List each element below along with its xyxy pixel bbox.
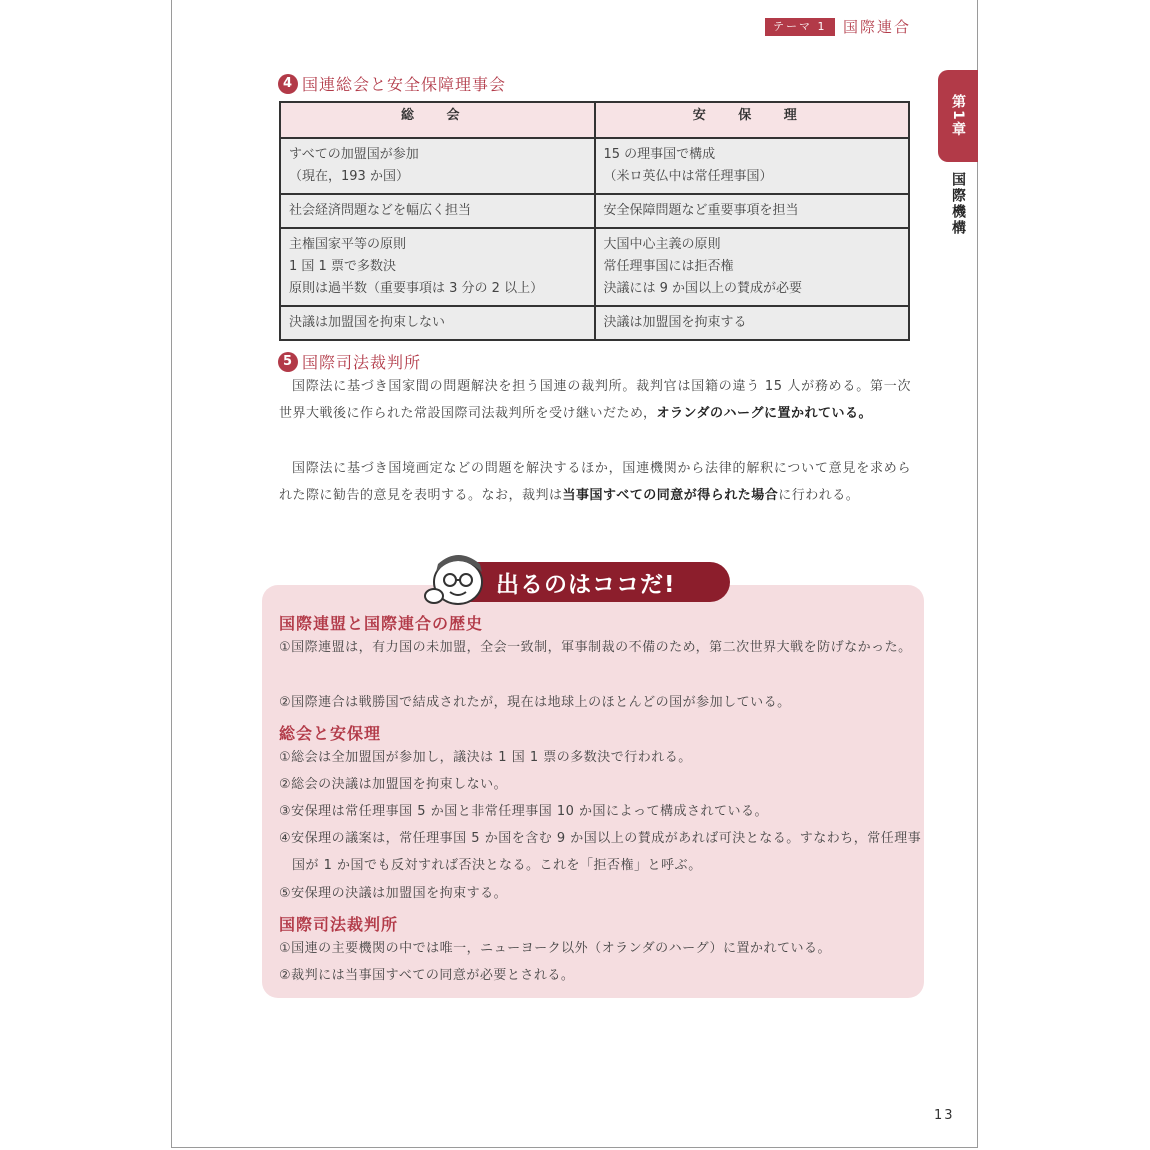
comparison-table — [279, 101, 910, 341]
list-item: ⑤安保理の決議は加盟国を拘束する。 — [279, 886, 508, 901]
subheading-history: 国際連盟と国際連合の歴史 — [279, 614, 484, 633]
list-item: ③安保理は常任理事国 5 か国と非常任理事国 10 か国によって構成されている。 — [279, 804, 768, 819]
list-item: ①国際連盟は，有力国の未加盟，全会一致制，軍事制裁の不備のため，第二次世界大戦を防げなかった。 — [279, 640, 912, 655]
table-row: 決議は加盟国を拘束しない 決議は加盟国を拘束する — [280, 306, 909, 340]
icj-paragraph-2: 国際法に基づき国境画定などの問題を解決するほか，国連機関から法律的解釈について意見を求められた際に勧告的意見を表明する。なお，裁判は当事国すべての同意が得られた場合に行われる。 — [279, 461, 911, 503]
table-header-general-assembly: 総 会 — [280, 102, 595, 138]
subheading-icj: 国際司法裁判所 — [279, 915, 399, 934]
key-points-banner: 出るのはココだ! — [468, 562, 730, 602]
table-row: 社会経済問題などを幅広く担当 安全保障問題など重要事項を担当 — [280, 194, 909, 228]
chapter-name: 国際機構 — [950, 172, 966, 236]
list-item: ①国連の主要機関の中では唯一，ニューヨーク以外（オランダのハーグ）に置かれている。 — [279, 941, 832, 956]
section-number-badge: 4 — [278, 74, 298, 94]
list-item: ②国際連合は戦勝国で結成されたが，現在は地球上のほとんどの国が参加している。 — [279, 695, 791, 710]
chapter-tab: 第1章 — [938, 70, 978, 162]
section-number-badge: 5 — [278, 352, 298, 372]
theme-title: 国際連合 — [843, 18, 912, 36]
table-row: 主権国家平等の原則 1 国 1 票で多数決 原則は過半数（重要事項は 3 分の 2 以上） 大国中心主義の原則 常任理事国には拒否権 決議には 9 か国以上の賛成が必要 — [280, 228, 909, 306]
section-4-heading — [278, 72, 506, 95]
section-title: 国際司法裁判所 — [302, 353, 422, 372]
section-title: 国連総会と安全保障理事会 — [302, 75, 507, 94]
list-item: ②裁判には当事国すべての同意が必要とされる。 — [279, 968, 575, 983]
table-row: すべての加盟国が参加 （現在，193 か国） 15 の理事国で構成 （米ロ英仏中は常任理事国） — [280, 138, 909, 194]
section-5-heading — [278, 350, 421, 373]
theme-tag: テーマ 1 — [765, 18, 835, 36]
subheading-assembly-council: 総会と安保理 — [279, 724, 382, 743]
list-item: ①総会は全加盟国が参加し，議決は 1 国 1 票の多数決で行われる。 — [279, 750, 692, 765]
icj-paragraph-1: 国際法に基づき国家間の問題解決を担う国連の裁判所。裁判官は国籍の違う 15 人が務める。第一次世界大戦後に作られた常設国際司法裁判所を受け継いだため，オランダのハーグに置かれている。 — [279, 379, 911, 421]
page-number: 13 — [934, 1108, 955, 1123]
table-header-security-council: 安 保 理 — [595, 102, 910, 138]
list-item: ②総会の決議は加盟国を拘束しない。 — [279, 777, 508, 792]
mascot-icon — [420, 550, 490, 610]
list-item: ④安保理の議案は，常任理事国 5 か国を含む 9 か国以上の賛成があれば可決となる。すなわち，常任理事国が 1 か国でも反対すれば否決となる。これを「拒否権」と呼ぶ。 — [279, 831, 922, 873]
